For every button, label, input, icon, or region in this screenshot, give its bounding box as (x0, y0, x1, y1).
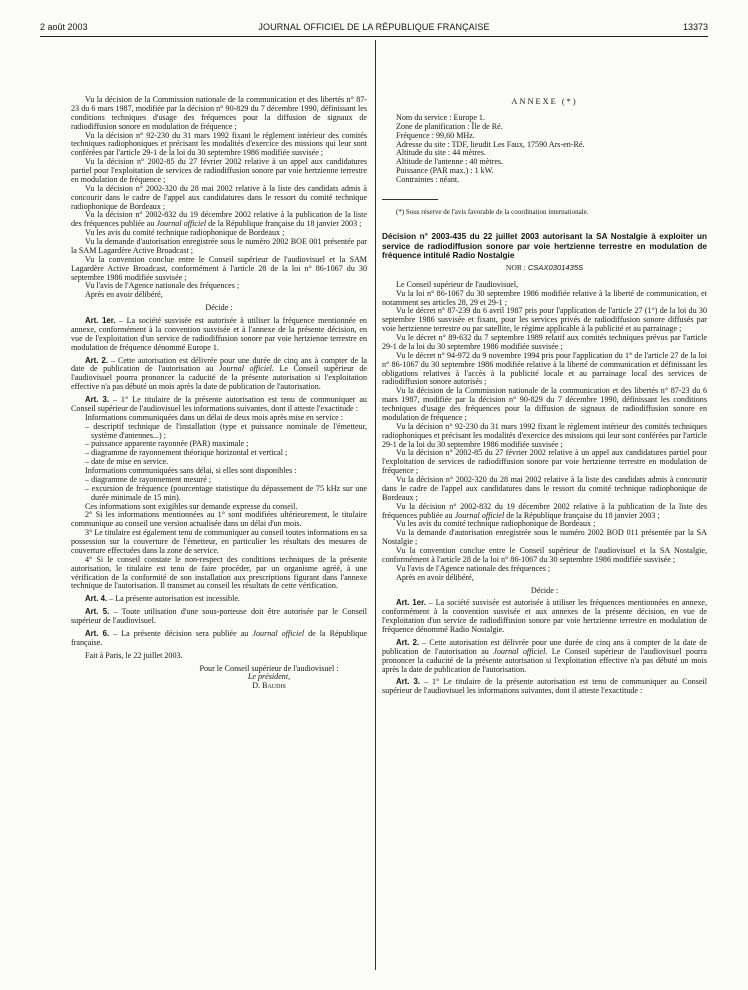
left-decide: Décide : (205, 303, 233, 313)
left-fait: Fait à Paris, le 22 juillet 2003. (85, 650, 183, 660)
right-decide: Décide : (530, 585, 559, 595)
right-vu-avis: Vu les avis du comité technique radiophonique de Bordeaux ; (396, 519, 596, 529)
nor-reference: NOR : CSAX0301435S (505, 262, 584, 272)
annexe-line: Altitude de l'antenne : 40 mètres. (396, 157, 504, 167)
left-art-1: Art. 1er. – La société susvisée est autorisée à utiliser la fréquence mentionnée en annexe, conformément à la convention susvisée et à l'annexe de la présente décision, en vue de l'exploitation d'un service de radiodiffusion sonore par voie hertzienne terrestre en modulation de fréquence dénommé Europe 1. (71, 316, 367, 352)
annexe-line: Zone de planification : Île de Ré. (396, 121, 503, 131)
right-vu: Vu le décret n° 94-972 du 9 novembre 1994 pris pour l'application du 1° de l'article 27 de la loi n° 86-1067 du 30 septembre 1986 modifiée relative à la liberté de communication et définissant les obligations relatives à l'accès à la publicité locale et au parrainage local des services de radiodiffusion sonore autorisés ; (382, 350, 707, 387)
left-vu-1: Vu la décision de la Commission nationale de la communication et des libertés n° 87-23 du 6 mars 1987, modifiée par la décision n° 90-829 du 7 décembre 1990, définissant les conditions techniques d'usage des fréquences pour la diffusion de signaux de radiodiffusion sonore en modulation de fréquence ; (71, 95, 367, 131)
footnote-rule (382, 199, 438, 200)
right-vu: Vu la décision n° 2002-85 du 27 février 2002 relative à un appel aux candidatures partiel pour l'exploitation de services de radiodiffusion sonore par voie hertzienne terrestre en modulation de fréquence ; (382, 448, 707, 476)
right-art-3: Art. 3. – 1° Le titulaire de la présente autorisation est tenu de communiquer au Conseil supérieur de l'audiovisuel les informations suivantes, dont il atteste l'exactitude : (382, 677, 707, 696)
right-vu-demande: Vu la demande d'autorisation enregistrée sous le numéro 2002 BOD 011 présentée par la SA Nostalgie ; (382, 528, 707, 547)
left-art-6: Art. 6. – La présente décision sera publiée au Journal officiel de la République française. (71, 628, 367, 647)
annexe-line: Fréquence : 99,60 MHz. (396, 130, 475, 140)
left-vu-3: Vu la décision n° 2002-85 du 27 février 2002 relative à un appel aux candidatures partiel pour l'exploitation de services de radiodiffusion sonore par voie hertzienne terrestre en modulation de fréquence ; (71, 157, 367, 184)
right-vu-jo: Vu la décision n° 2002-832 du 19 décembre 2002 relative à la publication de la liste des fréquences publiée au Journal officiel de la République française du 18 janvier 2003 ; (382, 501, 707, 520)
column-divider (375, 40, 376, 970)
header-rule (40, 36, 708, 37)
left-delay-item: – diagramme de rayonnement théorique horizontal et vertical ; (85, 448, 288, 458)
signature-line-2: Le président, (247, 672, 291, 682)
right-vu-convention: Vu la convention conclue entre le Conseil supérieur de l'audiovisuel et la SA Nostalgie, conformément à l'article 28 de la loi n° 86-1067 du 30 septembre 1986 modifiée susvisée ; (382, 546, 707, 564)
annexe-line: Adresse du site : TDF, lieudit Les Faux, 17590 Ars-en-Ré. (396, 139, 585, 149)
right-vu: Vu la loi n° 86-1067 du 30 septembre 1986 modifiée relative à la liberté de communication, et notamment ses articles 28, 29 et 29-1 ; (382, 288, 707, 307)
right-column (382, 98, 707, 696)
left-vu-2: Vu la décision n° 92-230 du 31 mars 1992 fixant le règlement intérieur des comités techniques radiophoniques et précisant les modalités d'exercice des missions qui leur sont conférées par l'article 29-1 de la loi du 30 septembre 1986 modifiée susvisée ; (71, 130, 367, 158)
left-column (71, 96, 367, 691)
annexe-line: Puissance (PAR max.) : 1 kW. (396, 166, 494, 176)
right-conseil: Le Conseil supérieur de l'audiovisuel, (396, 279, 519, 289)
left-vu-4: Vu la décision n° 2002-320 du 28 mai 2002 relative à la liste des candidats admis à concourir dans le cadre de l'appel aux candidatures dans le ressort du comité technique radiophonique de Bordeaux ; (71, 183, 367, 211)
right-vu: Vu la décision n° 2002-320 du 28 mai 2002 relative à la liste des candidats admis à concourir dans le cadre de l'appel aux candidatures dans le ressort du comité technique radiophonique de Bordeaux ; (382, 475, 707, 502)
header-title: JOURNAL OFFICIEL DE LA RÉPUBLIQUE FRANÇAISE (258, 22, 490, 32)
signature-line-1: Pour le Conseil supérieur de l'audiovisuel : (199, 663, 339, 673)
right-vu: Vu la décision n° 92-230 du 31 mars 1992 fixant le règlement intérieur des comités techniques radiophoniques et précisant les modalités d'exercice des missions qui leur sont conférées par l'article 29-1 de la loi du 30 septembre 1986 modifiée susvisée ; (382, 421, 707, 449)
right-vu: Vu la décision de la Commission nationale de la communication et des libertés n° 87-23 du 6 mars 1987, modifiée par la décision n° 90-829 du 7 décembre 1990, définissant les conditions techniques d'usage des fréquences pour la diffusion de signaux de radiodiffusion sonore en modulation de fréquence ; (382, 386, 707, 422)
left-para: 4° Si le conseil constate le non-respect des conditions techniques de la présente autorisation, le titulaire est tenu de faire procéder, par un organisme agréé, à une vérification de la conformité de son installation aux prescriptions figurant dans l'annexe technique de l'autorisation. Il transmet au conseil les résultats de cette vérification. (71, 554, 367, 591)
left-para: 3° Le titulaire est également tenu de communiquer au conseil toutes informations en sa possession sur la couverture de l'émetteur, en particulier les résultats des mesures de couverture effectuées dans la zone de service. (71, 528, 367, 555)
left-art-5: Art. 5. – Toute utilisation d'une sous-porteuse doit être autorisée par le Conseil supérieur de l'audiovisuel. (71, 607, 367, 625)
annexe-line: Contraintes : néant. (396, 175, 460, 184)
left-delay-item: – date de mise en service. (85, 457, 169, 467)
left-delibere: Après en avoir délibéré, (85, 290, 163, 300)
left-art-2: Art. 2. – Cette autorisation est délivrée pour une durée de cinq ans à compter de la date de publication de l'autorisation au Journal officiel. Le Conseil supérieur de l'audiovisuel pourra prononcer la caducité de la présente autorisation si l'exploitation effective n'a pas débuté un mois après la date de publication de l'autorisation. (71, 355, 367, 392)
left-para: Ces informations sont exigibles sur demande expresse du conseil. (85, 501, 298, 511)
header-date: 2 août 2003 (40, 22, 88, 32)
left-art-3: Art. 3. – 1° Le titulaire de la présente autorisation est tenu de communiquer au Conseil supérieur de l'audiovisuel les informations suivantes, dont il atteste l'exactitude : (71, 395, 367, 413)
right-vu-agence: Vu l'avis de l'Agence nationale des fréquences ; (396, 563, 551, 573)
page-header (40, 22, 708, 36)
left-nodelay-intro: Informations communiquées sans délai, si elles sont disponibles : (85, 466, 297, 475)
annexe-title: ANNEXE (*) (511, 97, 578, 106)
right-vu: Vu le décret n° 89-632 du 7 septembre 1989 relatif aux comités techniques prévus par l'article 29-1 de la loi du 30 septembre 1986 modifiée susvisée ; (382, 333, 707, 351)
right-art-2: Art. 2. – Cette autorisation est délivrée pour une durée de cinq ans à compter de la date de publication de l'autorisation au Journal officiel. Le Conseil supérieur de l'audiovisuel pourra prononcer la caducité de la présente autorisation si l'exploitation effective n'a pas débuté un mois après la date de publication de l'autorisation. (382, 637, 707, 674)
left-vu-demande: Vu la demande d'autorisation enregistrée sous le numéro 2002 BOE 001 présentée par la SAM Lagardère Active Broadcast ; (71, 237, 367, 255)
annexe-line: Altitude du site : 44 mètres. (396, 148, 486, 158)
header-page-number: 13373 (682, 22, 708, 32)
left-nodelay-item: – diagramme de rayonnement mesuré ; (85, 474, 212, 484)
left-delay-item: – descriptif technique de l'installation (type et puissance nominale de l'émetteur, système d'antennes...) ; (85, 421, 367, 440)
left-art-4: Art. 4. – La présente autorisation est incessible. (85, 594, 240, 604)
left-vu-convention: Vu la convention conclue entre le Conseil supérieur de l'audiovisuel et la SAM Lagardère Active Broadcast, conformément à l'article 28 de la loi n° 86-1067 du 30 septembre 1986 modifiée susvisée ; (71, 254, 367, 282)
annexe-footnote: (*) Sous réserve de l'avis favorable de la coordination internationale. (396, 207, 589, 216)
left-delay-item: – puissance apparente rayonnée (PAR) maximale ; (85, 439, 249, 449)
left-vu-agence: Vu l'avis de l'Agence nationale des fréquences ; (85, 281, 240, 291)
left-vu-avis: Vu les avis du comité technique radiophonique de Bordeaux ; (85, 228, 285, 238)
decision-title: Décision n° 2003-435 du 22 juillet 2003 autorisant la SA Nostalgie à exploiter un service de radiodiffusion sonore par voie hertzienne terrestre en modulation de fréquence intitulé Radio Nostalgie (382, 232, 707, 260)
left-para: 2° Si les informations mentionnées au 1° sont modifiées ultérieurement, le titulaire communique au conseil une version actualisée dans un délai d'un mois. (71, 510, 367, 529)
signature-name: D. Baudis (252, 681, 286, 691)
left-nodelay-item: – excursion de fréquence (pourcentage statistique du dépassement de 75 kHz sur une durée minimale de 15 min). (85, 483, 367, 502)
right-art-1: Art. 1er. – La société susvisée est autorisée à utiliser les fréquences mentionnées en annexe, conformément à la convention susvisée et aux annexes de la présente décision, en vue de l'exploitation d'un service de radiodiffusion sonore par voie hertzienne terrestre en modulation de fréquence dénommé Radio Nostalgie. (382, 598, 707, 635)
right-vu: Vu le décret n° 87-239 du 6 avril 1987 pris pour l'application de l'article 27 (1°) de la loi du 30 septembre 1986 susvisée et fixant, pour les services privés de radiodiffusion sonore diffusés par voie hertzienne terrestre ou par satellite, le régime applicable à la publicité et au parrainage ; (382, 306, 707, 334)
right-delibere: Après en avoir délibéré, (396, 572, 474, 582)
left-delay-intro: Informations communiquées dans un délai de deux mois après mise en service : (85, 412, 344, 422)
left-vu-jo: Vu la décision n° 2002-832 du 19 décembre 2002 relative à la publication de la liste des fréquences publiée au Journal officiel de la République française du 18 janvier 2003 ; (71, 210, 367, 229)
annexe-line: Nom du service : Europe 1. (396, 112, 486, 122)
